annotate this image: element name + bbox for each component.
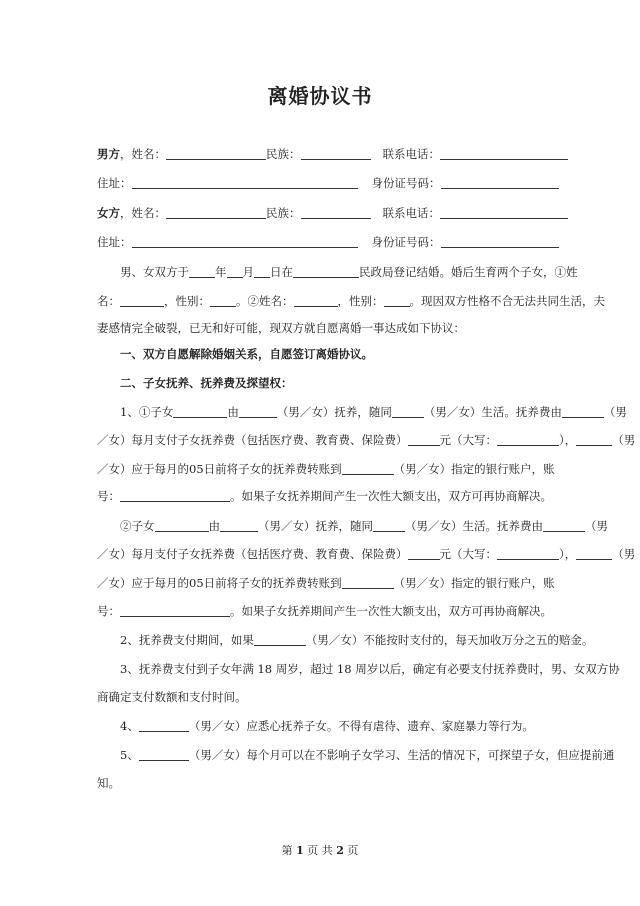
male-name-label: ，姓名： [120,147,166,161]
child2-account-field[interactable] [120,604,230,617]
civil-affairs-bureau-field[interactable] [293,265,359,278]
clause-text: （男／女）每个月可以在不影响子女学习、生活的情况下，可探望子女，但应提前通 [188,748,615,762]
female-info-line-2 [97,234,547,250]
clause-text: 5、 [120,748,139,762]
male-info-line-1 [97,146,547,162]
clause-text: （男 [585,519,608,533]
clause-text: 。如果子女抚养期间产生一次性大额支出，双方可再协商解决。 [230,604,552,618]
clause-text: ）， [559,547,577,561]
child1-name-field[interactable] [120,294,164,307]
child1-custody-parent-field[interactable] [239,405,277,418]
intro-text: 。现因双方性格不合无法共同生活，夫 [409,294,605,308]
female-id-field[interactable] [441,235,559,248]
clause-text: （男／女）不能按时支付的，每天加收万分之五的赔金。 [305,633,594,647]
clause-5-line-1 [120,747,615,763]
child1-gender-field[interactable] [210,294,236,307]
clause-text: （男／女）生活。抚养费由 [405,519,543,533]
male-info-line-2 [97,175,547,191]
child2-payer2-field[interactable] [576,547,612,560]
clause-text: （男／女）抚养，随同 [258,519,373,533]
child1-amount-words-field[interactable] [497,433,559,446]
clause-text: ）， [559,433,577,447]
section-2-heading: 二、子女抚养、抚养费及探望权： [120,376,293,390]
male-id-label: 身份证号码： [371,176,441,190]
day-label: 日在 [270,265,293,279]
child1-line-1 [120,404,627,420]
child1-amount-field[interactable] [408,433,440,446]
clause-3-line-1: 3、抚养费支付到子女年满 18 周岁，超过 18 周岁以后，确定有必要支付抚养费时，男、女双方协 [120,662,620,676]
clause-text: （男／女）应悉心抚养子女。不得有虐待、遗弃、家庭暴力等行为。 [188,719,534,733]
caretaker-field[interactable] [139,719,189,732]
intro-line-1 [120,264,578,280]
child2-custody-name-field[interactable] [155,519,209,532]
intro-text: 。②姓名： [236,294,294,308]
female-phone-label: 联系电话： [382,206,440,220]
intro-text: 男、女双方于 [120,265,189,279]
male-address-label: 住址： [97,176,132,190]
clause-text: 由 [227,405,239,419]
clause-text: 2、抚养费支付期间，如果 [120,633,254,647]
child2-amount-field[interactable] [408,547,440,560]
child1-custody-name-field[interactable] [173,405,227,418]
clause-text: 元（大写： [439,433,497,447]
child2-receiver-field[interactable] [342,576,394,589]
female-id-label: 身份证号码： [371,235,441,249]
child1-account-field[interactable] [120,489,230,502]
clause-text: 由 [208,519,220,533]
year-label: 年 [215,265,227,279]
female-phone-field[interactable] [440,206,568,219]
clause-text: ／女）每月支付子女抚养费（包括医疗费、教育费、保险费） [97,547,408,561]
intro-text: ，性别： [164,294,210,308]
child2-line-2 [97,546,636,562]
male-id-field[interactable] [441,176,559,189]
clause-text: ／女）每月支付子女抚养费（包括医疗费、教育费、保险费） [97,433,408,447]
footer-text: 第 [281,844,293,857]
female-name-field[interactable] [166,206,266,219]
intro-line-3: 妻感情完全破裂，已无和好可能，现双方就自愿离婚一事达成如下协议： [97,321,465,335]
total-pages-number: 2 [336,844,344,857]
child2-amount-words-field[interactable] [497,547,559,560]
clause-text: （男 [612,547,636,561]
intro-text: 名： [97,294,120,308]
clause-text: （男／女）抚养，随同 [276,405,392,419]
intro-line-2 [97,293,605,309]
child1-line-2 [97,432,636,448]
male-ethnicity-field[interactable] [301,147,371,160]
female-address-label: 住址： [97,235,132,249]
child2-living-parent-field[interactable] [373,519,405,532]
clause-text: 1、①子女 [120,405,174,419]
child2-line-1 [120,518,608,534]
female-name-label: ，姓名： [120,206,166,220]
clause-3-line-2: 商确定支付数额和支付时间。 [97,690,247,704]
month-label: 月 [242,265,254,279]
male-phone-field[interactable] [440,147,568,160]
clause-text: （男 [603,405,627,419]
intro-text: 民政局登记结婚。婚后生育两个子女，①姓 [359,265,578,279]
child2-line-3 [97,575,555,591]
female-address-field[interactable] [132,235,358,248]
clause-text: （男／女）指定的银行账户，账 [393,576,555,590]
clause-text: ／女）应于每月的05日前将子女的抚养费转账到 [97,462,342,476]
current-page-number: 1 [296,844,304,857]
female-label: 女方 [97,206,120,220]
clause-text: 。如果子女抚养期间产生一次性大额支出，双方可再协商解决。 [230,489,552,503]
child1-payer-field[interactable] [562,405,604,418]
child1-line-3 [97,461,555,477]
child1-line-4 [97,488,552,504]
intro-text: ，性别： [337,294,384,308]
clause-text: （男／女）指定的银行账户，账 [393,462,555,476]
page-footer [0,842,640,858]
page-title: 离婚协议书 [267,84,373,108]
child1-payer2-field[interactable] [576,433,612,446]
female-ethnicity-field[interactable] [301,206,371,219]
clause-text: ②子女 [120,519,155,533]
visitor-field[interactable] [139,748,189,761]
male-label: 男方 [97,147,120,161]
child2-custody-parent-field[interactable] [220,519,258,532]
child2-payer-field[interactable] [543,519,585,532]
male-address-field[interactable] [132,176,358,189]
female-ethnicity-label: 民族： [266,206,301,220]
child2-gender-field[interactable] [384,294,410,307]
clause-4 [120,718,570,734]
clause-text: 4、 [120,719,139,733]
footer-text: 页 共 [307,844,333,857]
male-phone-label: 联系电话： [382,147,440,161]
footer-text: 页 [347,844,359,857]
male-ethnicity-label: 民族： [266,147,301,161]
clause-2 [120,632,594,648]
child1-living-parent-field[interactable] [392,405,424,418]
clause-5-line-2: 知。 [97,776,120,790]
clause-text: 号： [97,489,120,503]
marriage-day-field[interactable] [254,265,270,278]
clause-text: （男／女）生活。抚养费由 [423,405,562,419]
child1-receiver-field[interactable] [342,462,394,475]
clause-text: 号： [97,604,120,618]
child2-line-4 [97,603,552,619]
child2-name-field[interactable] [294,294,338,307]
female-info-line-1 [97,205,547,221]
clause-text: 元（大写： [439,547,497,561]
marriage-year-field[interactable] [189,265,215,278]
male-name-field[interactable] [166,147,266,160]
marriage-month-field[interactable] [227,265,243,278]
clause-text: ／女）应于每月的05日前将子女的抚养费转账到 [97,576,342,590]
late-payer-field[interactable] [254,633,306,646]
section-1-heading: 一、双方自愿解除婚姻关系，自愿签订离婚协议。 [120,347,373,361]
clause-text: （男 [612,433,636,447]
